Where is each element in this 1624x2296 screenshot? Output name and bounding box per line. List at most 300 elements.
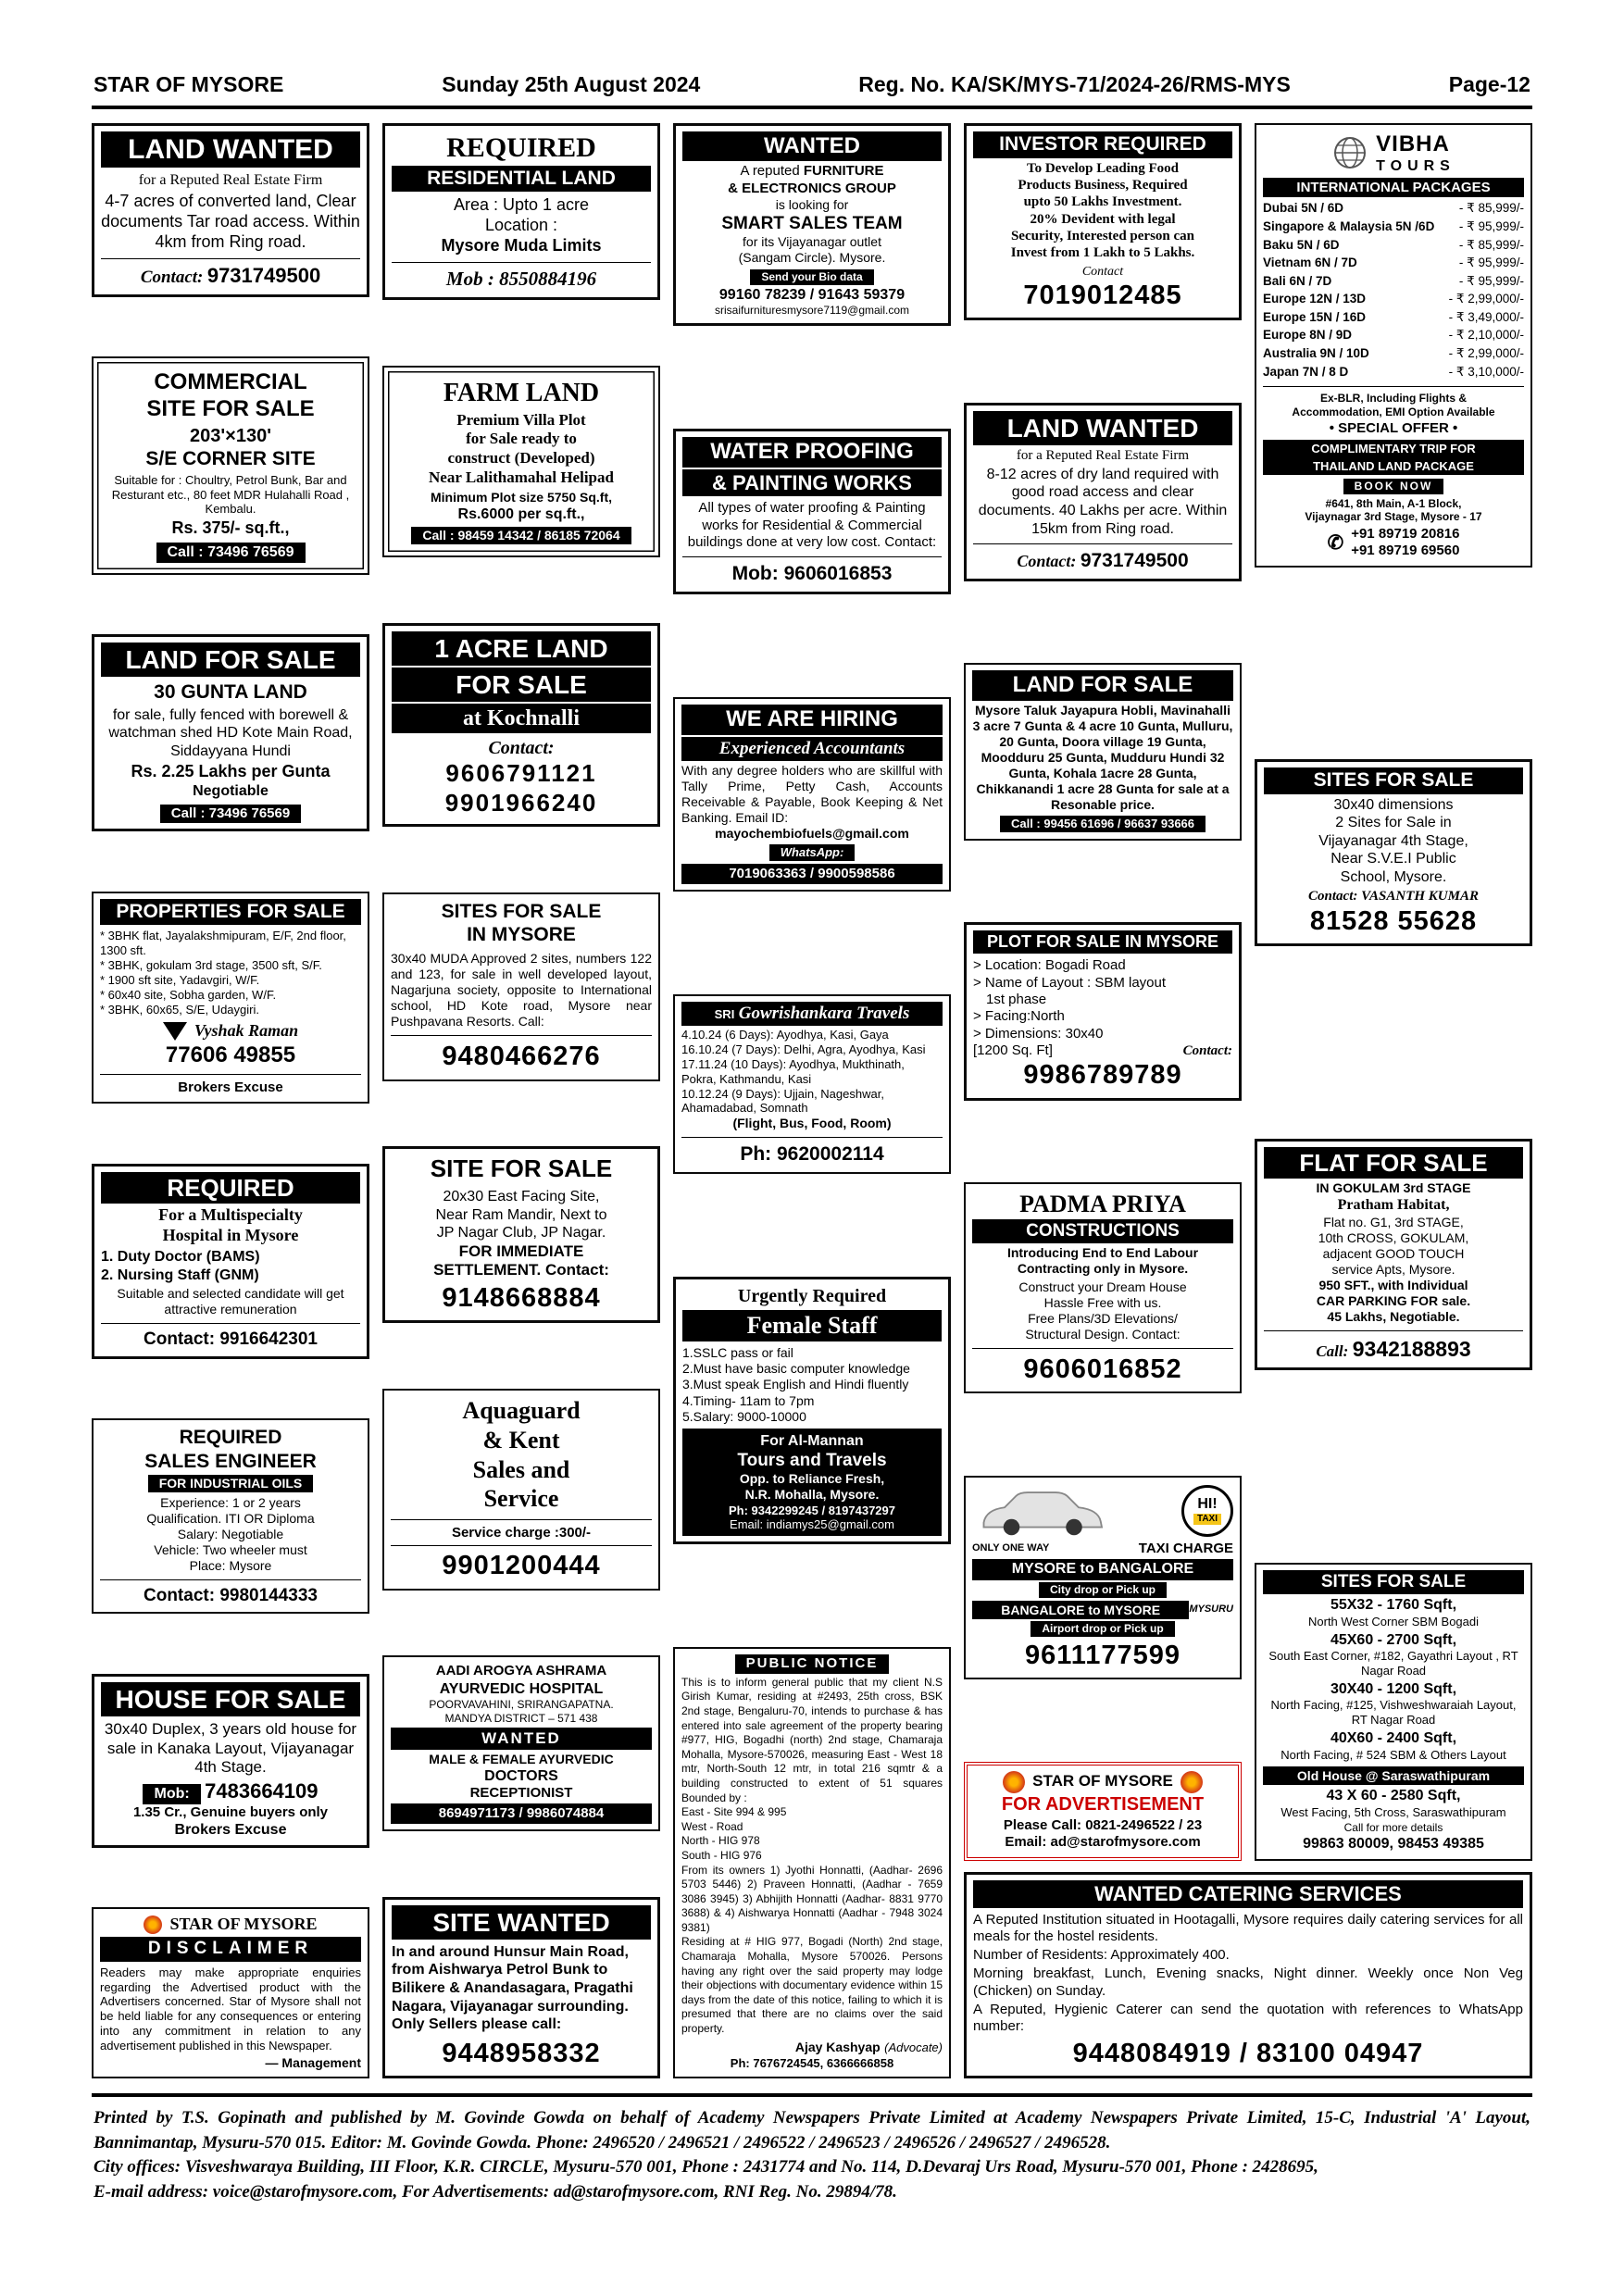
package-price: - ₹ 2,99,000/- <box>1448 345 1524 360</box>
issue-date: Sunday 25th August 2024 <box>442 72 701 96</box>
contact-phone: Ph: 9620002114 <box>681 1137 943 1167</box>
terms-line: Ex-BLR, Including Flights & <box>1263 386 1524 406</box>
requirement-line: Place: Mysore <box>189 1558 272 1574</box>
one-way-label: ONLY ONE WAY <box>972 1542 1050 1554</box>
ad-land-for-sale-taluk <box>964 663 1242 840</box>
requirement-line: Salary: Negotiable <box>177 1527 284 1542</box>
package-row <box>1263 326 1524 344</box>
company-block <box>682 1429 942 1537</box>
role-line: RECEPTIONIST <box>469 1785 573 1802</box>
ad-padma-priya-constructions <box>964 1182 1242 1393</box>
boundary-item: North - HIG 978 <box>681 1834 760 1848</box>
ad-title: WANTED <box>682 131 942 161</box>
ad-body-line: Introducing End to End Labour <box>1006 1245 1199 1261</box>
contact-phones: 8694971173 / 9986074884 <box>391 1803 652 1824</box>
ad-title-line: PADMA PRIYA <box>1019 1191 1186 1218</box>
ad-subtitle: for a Reputed Real Estate Firm <box>138 172 323 189</box>
contact-phone: 9480466276 <box>391 1035 652 1073</box>
car-illustration <box>972 1483 1111 1539</box>
ad-title-line: IN MYSORE <box>467 924 576 946</box>
ad-flat-for-sale <box>1255 1139 1532 1371</box>
ad-title-line: REQUIRED <box>446 132 596 163</box>
ad-body-line: (Sangam Circle). Mysore. <box>738 250 886 266</box>
site-size: 30X40 - 1200 Sqft, <box>1330 1680 1457 1697</box>
notice-title: PUBLIC NOTICE <box>735 1654 890 1673</box>
address-line: MANDYA DISTRICT – 571 438 <box>444 1711 598 1725</box>
contact-phone: 9901200444 <box>442 1551 601 1581</box>
ad-body-line: 950 SFT., with Individual <box>1318 1278 1468 1293</box>
ad-title: LAND WANTED <box>973 411 1232 445</box>
body-text: A reputed <box>740 163 800 180</box>
ad-investor-required <box>964 123 1242 320</box>
call-phone: Call : 99456 61696 / 96637 93666 <box>1000 816 1206 832</box>
property-list <box>100 929 361 1017</box>
plot-detail: > Dimensions: 30x40 <box>973 1025 1104 1042</box>
registration-number: Reg. No. KA/SK/MYS-71/2024-26/RMS-MYS <box>858 72 1291 96</box>
column-1 <box>92 123 369 2078</box>
taxi-charge-row <box>972 1541 1233 1557</box>
paper-name: STAR OF MYSORE <box>94 72 284 96</box>
column-4 <box>964 123 1242 1861</box>
ad-body-line <box>682 163 942 180</box>
ad-body-line: To Develop Leading Food <box>1026 160 1180 176</box>
agent-phone: 77606 49855 <box>165 1042 296 1067</box>
contact-label: Contact: <box>488 737 555 758</box>
ad-title: WE ARE HIRING <box>681 705 943 734</box>
call-phone: Call : 73496 76569 <box>156 543 306 563</box>
ad-body-line: adjacent GOOD TOUCH <box>1322 1246 1465 1262</box>
call-line <box>1264 1330 1523 1362</box>
contact-phone: 9986789789 <box>1023 1060 1182 1091</box>
contact-phone: 7019012485 <box>1023 280 1182 310</box>
property-item: * 3BHK, gokulam 3rd stage, 3500 sft, S/F. <box>100 958 322 973</box>
company-address: N.R. Mohalla, Mysore. <box>744 1487 880 1503</box>
brand-name: STAR OF MYSORE <box>169 1915 318 1934</box>
page-number: Page-12 <box>1448 72 1530 96</box>
signature: — Management <box>265 2054 361 2070</box>
package-price: - ₹ 95,999/- <box>1458 219 1524 234</box>
mobile-line <box>101 1779 360 1804</box>
ad-required-residential-land <box>382 123 660 300</box>
advocate-tag: (Advocate) <box>884 2040 943 2054</box>
call-label: Call for more details <box>1343 1821 1443 1835</box>
contact-phone: 9148668884 <box>442 1283 601 1314</box>
ad-house-for-sale <box>92 1674 369 1848</box>
ad-farm-land <box>382 366 660 557</box>
mobile-line: Mob : 8550884196 <box>392 262 651 292</box>
ad-body-line: 20x30 East Facing Site, <box>443 1189 600 1204</box>
ad-paragraph: Morning breakfast, Lunch, Evening snacks, Night dinner. Weekly once Non Veg (Chicken) on Sunday. <box>973 1965 1523 1999</box>
plot-size: Minimum Plot size 5750 Sq.ft, <box>430 489 613 505</box>
package-row <box>1263 344 1524 363</box>
ad-plot-for-sale <box>964 922 1242 1100</box>
ad-body: 30x40 Duplex, 3 years old house for sale in Kanaka Layout, Vijayanagar 4th Stage. <box>104 1720 357 1777</box>
package-row <box>1263 308 1524 327</box>
package-destination: Japan 7N / 8 D <box>1263 364 1349 379</box>
wanted-band: WANTED <box>391 1728 652 1750</box>
call-line: Please Call: 0821-2496522 / 23 <box>1003 1816 1203 1833</box>
plot-detail: > Name of Layout : SBM layout <box>973 974 1167 991</box>
offer-band-line: COMPLIMENTARY TRIP FOR <box>1263 440 1524 457</box>
site-size: 55X32 - 1760 Sqft, <box>1330 1597 1457 1614</box>
call-phone: Call : 98459 14342 / 86185 72064 <box>411 527 631 544</box>
site-detail: South East Corner, #182, Gayathri Layout , RT Nagar Road <box>1268 1649 1518 1678</box>
ad-title: DISCLAIMER <box>100 1937 361 1961</box>
negotiable: Negotiable <box>193 783 269 800</box>
badge-taxi: TAXI <box>1193 1514 1221 1525</box>
ad-title: LAND WANTED <box>101 131 360 168</box>
property-item: * 3BHK flat, Jayalakshmipuram, E/F, 2nd floor, 1300 sft. <box>100 929 346 958</box>
plot-sqft: [1200 Sq. Ft] <box>973 1042 1053 1058</box>
phone-icon: ✆ <box>1327 531 1344 554</box>
route-band: MYSORE to BANGALORE <box>972 1559 1233 1580</box>
ad-body-line: Invest from 1 Lakh to 5 Lakhs. <box>1010 245 1195 261</box>
contact-label: Contact: <box>1017 552 1077 571</box>
classifieds-grid <box>92 123 1532 2078</box>
ad-body-line: service Apts, Mysore. <box>1331 1262 1455 1278</box>
brand-row <box>100 1915 361 1935</box>
ad-body-line: Flat no. G1, 3rd STAGE, <box>1323 1214 1464 1229</box>
imprint <box>92 2093 1532 2204</box>
ad-body-line: Contracting only in Mysore. <box>1017 1261 1189 1277</box>
contact-phones: 99160 78239 / 91643 59379 <box>718 286 906 303</box>
biodata-label: Send your Bio data <box>750 269 873 285</box>
contact-phone: 9606791121 <box>445 759 597 788</box>
ad-body: In and around Hunsur Main Road, from Aishwarya Petrol Bunk to Bilikere & Anandasagara, Pragathi Nagara, Vijayanagar surrounding. Only Sellers please call: <box>392 1943 633 2033</box>
contact-phones: 99863 80009, 98453 49385 <box>1303 1836 1484 1853</box>
plot-detail-list <box>973 957 1232 1042</box>
ad-one-acre-land <box>382 623 660 827</box>
whatsapp-label: WhatsApp: <box>769 844 856 861</box>
ad-title-line: & PAINTING WORKS <box>682 469 942 497</box>
ad-body-line: Products Business, Required <box>1018 178 1188 193</box>
route2-row <box>972 1601 1233 1620</box>
columns-4-5 <box>964 123 1532 2078</box>
contact-email: Email: indiamys25@gmail.com <box>730 1517 894 1532</box>
contact-phone: 81528 55628 <box>1309 905 1478 936</box>
columns-4-5-top <box>964 123 1532 1861</box>
taxi-charge-label: TAXI CHARGE <box>1138 1540 1233 1556</box>
brokers-note: Brokers Excuse <box>100 1074 361 1096</box>
ad-title: FOR ADVERTISEMENT <box>1001 1793 1205 1815</box>
package-list <box>1263 199 1524 381</box>
ad-wanted-sales-team <box>673 123 951 326</box>
address-line: #641, 8th Main, A-1 Block, <box>1325 496 1462 510</box>
ad-title-line: SITE FOR SALE <box>146 396 315 422</box>
contact-phones: 9448084919 / 83100 04947 <box>1072 2038 1424 2068</box>
boundary-item: West - Road <box>681 1819 743 1833</box>
package-destination: Bali 6N / 7D <box>1263 273 1332 288</box>
tour-item: 16.10.24 (7 Days): Delhi, Agra, Ayodhya, Kasi <box>681 1042 926 1057</box>
phones-row <box>1263 526 1524 560</box>
rate: Rs.6000 per sq.ft., <box>457 505 585 522</box>
contact-email: srisaifurnituresmysore7119@gmail.com <box>714 304 910 318</box>
column-5 <box>1255 123 1532 1861</box>
ad-paragraph: Number of Residents: Approximately 400. <box>973 1947 1230 1964</box>
ad-body-line: upto 50 Lakhs Investment. <box>1023 194 1182 210</box>
package-row <box>1263 236 1524 255</box>
ad-body: 8-12 acres of dry land required with good road access and clear documents. 40 Lakhs per acre. Within 15km from Ring road. <box>978 466 1228 537</box>
ad-body-line: 30x40 dimensions <box>1333 796 1454 813</box>
agent-row <box>100 1021 361 1042</box>
vibha-brand-row <box>1263 131 1524 176</box>
vibha-wordmark <box>1376 131 1455 176</box>
ad-female-staff-required <box>673 1277 951 1544</box>
ad-body-line: CAR PARKING FOR sale. <box>1316 1293 1471 1309</box>
route-band: BANGALORE to MYSORE <box>972 1601 1189 1620</box>
contact-phone: 9731749500 <box>206 263 321 287</box>
brokers-note: Brokers Excuse <box>174 1822 287 1839</box>
ad-body-line: construct (Developed) <box>447 449 595 468</box>
badge-hi: HI! <box>1197 1495 1218 1512</box>
industry-label: FOR INDUSTRIAL OILS <box>148 1475 314 1492</box>
package-destination: Europe 8N / 9D <box>1263 328 1353 343</box>
ad-body-line: for Sale ready to <box>466 430 577 448</box>
ad-som-advertisement <box>964 1762 1242 1861</box>
masthead <box>92 72 1532 109</box>
call-phone: Call : 73496 76569 <box>160 805 301 823</box>
ad-title: WANTED CATERING SERVICES <box>973 1880 1523 1908</box>
ad-sites-for-sale-list <box>1255 1563 1532 1861</box>
ad-body: All types of water proofing & Painting works for Residential & Commercial buildings done at very low cost. Contact: <box>687 500 937 551</box>
ad-body-line: 10th CROSS, GOKULAM, <box>1318 1229 1469 1245</box>
role-line: DOCTORS <box>484 1767 558 1784</box>
ad-body-line: & ELECTRONICS GROUP <box>728 180 896 196</box>
ad-hiring-accountants <box>673 697 951 891</box>
body-text-bold: FURNITURE <box>803 163 884 180</box>
role-item: 1. Duty Doctor (BAMS) <box>101 1249 260 1266</box>
tour-item: 10.12.24 (9 Days): Ujjain, Nageshwar, Ahamadabad, Somnath <box>681 1086 884 1116</box>
ad-body: Mysore Taluk Jayapura Hobli, Mavinahalli 3 acre 7 Gunta & 4 acre 10 Gunta, Mulluru, 20 Gunta, Doora village 19 Gunta, Moodduru 25 Gunta, Mudduru Hundi 32 Gunta, Kohala 1acre 28 Gunta, Chikkanandi 1 acre 28 Gunta for sale at a Resonable price. <box>972 702 1233 813</box>
inclusions: (Flight, Bus, Food, Room) <box>732 1116 892 1131</box>
ad-vibha-tours <box>1255 123 1532 568</box>
site-corner: S/E CORNER SITE <box>145 448 316 470</box>
package-row <box>1263 290 1524 308</box>
ad-subtitle: Hospital in Mysore <box>162 1226 299 1245</box>
package-destination: Europe 12N / 13D <box>1263 292 1367 306</box>
city-label: MYSURU <box>1189 1603 1233 1616</box>
ad-title-line: RESIDENTIAL LAND <box>392 166 651 193</box>
ad-land-for-sale-gunta <box>92 634 369 831</box>
taxi-header-row <box>972 1483 1233 1539</box>
ad-title: FLAT FOR SALE <box>1264 1147 1523 1179</box>
contact-label: Contact <box>1081 264 1124 279</box>
disclaimer-body: Readers may make appropriate enquiries regarding the Advertised product with the Advertisers concerned. Star of Mysore shall not be held liable for any consequences or entering into any commitment in relation to any advertisement published in this Newspaper. <box>100 1965 361 2053</box>
rate: Rs. 375/- sq.ft., <box>171 518 290 538</box>
package-destination: Vietnam 6N / 7D <box>1263 256 1357 270</box>
package-destination: Baku 5N / 6D <box>1263 237 1340 252</box>
ad-body-line: 20% Devident with legal <box>1030 211 1176 227</box>
route-sub: Airport drop or Pick up <box>1031 1621 1174 1637</box>
ad-body-line: 2 Sites for Sale in <box>1335 815 1452 831</box>
ad-title-line: Service <box>483 1485 559 1513</box>
ad-taxi-service <box>964 1476 1242 1679</box>
ad-body-line: SETTLEMENT. Contact: <box>433 1261 609 1279</box>
ad-title-line: Urgently Required <box>737 1286 887 1307</box>
package-price: - ₹ 2,99,000/- <box>1448 292 1524 306</box>
requirement-list <box>682 1345 942 1424</box>
package-row <box>1263 254 1524 272</box>
contact-label: Contact: <box>1182 1042 1232 1058</box>
plot-detail: > Facing:North <box>973 1008 1065 1025</box>
site-detail: North Facing, # 524 SBM & Others Layout <box>1280 1747 1506 1762</box>
call-line <box>103 543 358 563</box>
phones-stack <box>1351 526 1459 560</box>
email-line: Email: ad@starofmysore.com <box>1005 1834 1201 1851</box>
tour-list <box>681 1028 943 1116</box>
ad-body: Suitable for : Choultry, Petrol Bunk, Bar and Resturant etc., 80 feet MDR Hulahalli Road , Kembalu. <box>111 472 350 517</box>
title-main: Gowrishankara Travels <box>738 1003 910 1023</box>
sqft-contact-row <box>973 1042 1232 1059</box>
site-size: 203'×130' <box>190 425 271 446</box>
book-now-band <box>1263 477 1524 495</box>
service-charge: Service charge :300/- <box>391 1519 652 1546</box>
advocate-line <box>681 2039 943 2057</box>
ad-sites-for-sale-mysore <box>382 892 660 1081</box>
ad-body-line: JP Nagar Club, JP Nagar. <box>436 1225 606 1242</box>
ad-title-line: COMMERCIAL <box>154 369 307 395</box>
package-row <box>1263 272 1524 291</box>
contact-phones: 7019063363 / 9900598586 <box>681 864 943 884</box>
price: Rs. 2.25 Lakhs per Gunta <box>131 762 331 781</box>
ad-body-line: Security, Interested person can <box>1010 228 1195 243</box>
ad-title-line: & Kent <box>482 1426 560 1454</box>
ad-sites-for-sale-vijayanagar <box>1255 759 1532 946</box>
ad-properties-for-sale <box>92 892 369 1104</box>
ad-title: SITE FOR SALE <box>430 1154 613 1183</box>
site-detail: North West Corner SBM Bogadi <box>1308 1614 1479 1628</box>
ad-title: PLOT FOR SALE IN MYSORE <box>973 930 1232 954</box>
ad-title: SITES FOR SALE <box>1264 767 1523 794</box>
ad-body: for sale, fully fenced with borewell & watchman shed HD Kote Main Road, Siddayyana Hundi <box>108 706 353 759</box>
ad-sales-engineer <box>92 1418 369 1614</box>
mobile-label: Mob: <box>143 1784 200 1804</box>
brand-name-line: VIBHA <box>1376 131 1450 156</box>
ad-title <box>681 1002 943 1026</box>
package-price: - ₹ 3,49,000/- <box>1448 309 1524 324</box>
ad-title-line: Aquaguard <box>462 1397 581 1425</box>
ad-title: SITE WANTED <box>392 1905 651 1940</box>
ad-required-hospital-staff <box>92 1164 369 1359</box>
site-size: 43 X 60 - 2580 Sqft, <box>1326 1788 1461 1804</box>
contact-phones: Ph: 7676724545, 6366666858 <box>730 2056 894 2071</box>
ad-paragraph: A Reputed, Hygienic Caterer can send the quotation with references to WhatsApp number: <box>973 2002 1523 2035</box>
plot-detail: 1st phase <box>986 992 1047 1008</box>
ad-subtitle: For a Multispecialty <box>158 1205 303 1225</box>
property-item: * 1900 sft site, Yadavgiri, W/F. <box>100 973 260 988</box>
requirement-item: 4.Timing- 11am to 7pm <box>682 1392 815 1408</box>
ad-body-line: Near Lalithamahal Helipad <box>429 468 614 486</box>
property-item: * 3BHK, 60x65, S/E, Udaygiri. <box>100 1002 259 1017</box>
contact-line <box>973 543 1232 573</box>
brand-name: STAR OF MYSORE <box>1032 1772 1173 1791</box>
contact-phone: 9606016852 <box>972 1348 1233 1386</box>
terms-line: Accommodation, EMI Option Available <box>1292 405 1495 418</box>
package-price: - ₹ 3,10,000/- <box>1448 364 1524 379</box>
ad-body-line: is looking for <box>775 196 849 212</box>
brand-row <box>974 1771 1231 1793</box>
boundary-item: South - HIG 976 <box>681 1848 762 1862</box>
imprint-line: E-mail address: voice@starofmysore.com, For Advertisements: ad@starofmysore.com, RNI Reg. No. 29894/78. <box>94 2181 897 2202</box>
package-price: - ₹ 2,10,000/- <box>1448 328 1524 343</box>
package-row <box>1263 218 1524 236</box>
notice-body: This is to inform general public that my client N.S Girish Kumar, residing at #2493, 25th cross, BSK 2nd stage, Bengaluru-70, intends to purchase & has entered into sale agreement of the property bearing #977, HIG, Bogadhi (north) 2nd stage, Chamaraja Mohalla, Mysore-570026, measuring East - West 18 mtr, North-South 12 mtr, in total 216 sqmtr & a building constructed to extent of 51 squares Bounded by : <box>681 1675 943 1804</box>
requirement-line: Vehicle: Two wheeler must <box>154 1542 307 1558</box>
package-destination: Dubai 5N / 6D <box>1263 201 1344 216</box>
ad-title-line: WATER PROOFING <box>682 437 942 467</box>
packages-band: INTERNATIONAL PACKAGES <box>1263 178 1524 198</box>
ad-body-line: Hassle Free with us. <box>1043 1294 1162 1310</box>
tour-item: 4.10.24 (6 Days): Ayodhya, Kasi, Gaya <box>681 1028 889 1042</box>
ad-body-line: IN GOKULAM 3rd STAGE <box>1316 1180 1471 1196</box>
contact-name: Contact: VASANTH KUMAR <box>1308 889 1479 905</box>
requirement-item: 2.Must have basic computer knowledge <box>682 1361 910 1377</box>
call-label: Call: <box>1316 1342 1349 1361</box>
ad-aquaguard-service <box>382 1389 660 1591</box>
price: 1.35 Cr., Genuine buyers only <box>132 1804 329 1821</box>
call-line <box>394 527 649 545</box>
package-row <box>1263 199 1524 218</box>
ad-title-line: CONSTRUCTIONS <box>972 1219 1233 1243</box>
ad-body-line: SMART SALES TEAM <box>721 213 903 233</box>
notice-body: Residing at # HIG 977, Bogadi (North) 2nd stage, Chamaraja Mohalla, Mysore 570026. Persons having any right over the said property may lodge their objections with documentary evidence within 15 days from the date of this notice, failing to which it is presumed that there are no claims over the said property. <box>681 1935 943 2036</box>
ad-body: Suitable and selected candidate will get attractive remuneration <box>117 1286 344 1317</box>
requirement-item: 3.Must speak English and Hindi fluently <box>682 1377 909 1392</box>
ad-body-line: for its Vijayanagar outlet <box>743 234 881 250</box>
call-line <box>972 815 1233 833</box>
site-size: 45X60 - 2700 Sqft, <box>1330 1631 1457 1648</box>
company-address: Opp. to Reliance Fresh, <box>739 1471 885 1487</box>
ad-title-line: REQUIRED <box>179 1427 282 1449</box>
package-price: - ₹ 95,999/- <box>1458 256 1524 270</box>
role-line: MALE & FEMALE AYURVEDIC <box>429 1751 614 1766</box>
ad-body-line: Pratham Habitat, <box>1337 1197 1450 1214</box>
ad-som-disclaimer <box>92 1907 369 2078</box>
ad-title: LAND FOR SALE <box>101 643 360 677</box>
ad-water-proofing <box>673 429 951 594</box>
ad-title-line: Female Staff <box>682 1310 942 1342</box>
whatsapp-band <box>681 843 943 862</box>
imprint-line: Printed by T.S. Gopinath and published by M. Govinde Gowda on behalf of Academy Newspapers Private Limited at Academy Newspapers Private Limited, 15-C, Industrial 'A' Layout, Bannimantap, Mysuru-570 015. Editor: M. Govinde Gowda. Phone: 2496520 / 2496521 / 2496522 / 2496523 / 2496526 / 2496527 / 2496528. <box>94 2108 1530 2152</box>
requirement-line: Qualification. ITI OR Diploma <box>146 1510 315 1526</box>
route-sub-band <box>972 1619 1233 1638</box>
route-sub: City drop or Pick up <box>1039 1582 1167 1598</box>
requirement-line: Experience: 1 or 2 years <box>160 1494 301 1510</box>
ad-paragraph: A Reputed Institution situated in Hootagalli, Mysore requires daily catering services for all meals for the hostel residents. <box>973 1911 1523 1944</box>
ad-title: LAND FOR SALE <box>972 670 1233 700</box>
ad-subtitle: for a Reputed Real Estate Firm <box>1016 447 1190 463</box>
ad-body-line: Vijayanagar 4th Stage, <box>1318 832 1468 849</box>
package-destination: Singapore & Malaysia 5N /6D <box>1263 219 1435 234</box>
hospital-name-line: AADI AROGYA ASHRAMA <box>435 1663 607 1679</box>
address-line: Vijaynagar 3rd Stage, Mysore - 17 <box>1305 510 1482 524</box>
plot-detail: > Location: Bogadi Road <box>973 957 1126 974</box>
contact-phone: 9901966240 <box>444 789 598 817</box>
ad-body-line: Free Plans/3D Elevations/ <box>1028 1310 1178 1326</box>
company-name: Tours and Travels <box>737 1451 887 1471</box>
ad-gowrishankara-travels <box>673 994 951 1174</box>
contact-label: Contact: <box>140 267 204 287</box>
ad-body-line: Premium Villa Plot <box>456 410 586 429</box>
ad-title: SITES FOR SALE <box>1263 1570 1524 1594</box>
hospital-name-line: AYURVEDIC HOSPITAL <box>439 1680 604 1697</box>
requirement-item: 5.Salary: 9000-10000 <box>682 1408 806 1424</box>
package-price: - ₹ 85,999/- <box>1458 201 1524 216</box>
offer-band-line: THAILAND LAND PACKAGE <box>1263 457 1524 475</box>
notice-body: From its owners 1) Jyothi Honnatti, (Aadhar- 2696 5703 5446) 2) Praveen Honnatti, (Aadhar - 7659 3086 3945) 3) Abhijith Honnatti (Aadhar- 8831 9770 3688) & 4) Aishwarya Honnatti (Aadhar - 7948 3024 9381) <box>681 1863 943 1934</box>
contact-phone: 9342188893 <box>1352 1337 1471 1362</box>
ad-body-line: Construct your Dream House <box>1018 1279 1187 1294</box>
